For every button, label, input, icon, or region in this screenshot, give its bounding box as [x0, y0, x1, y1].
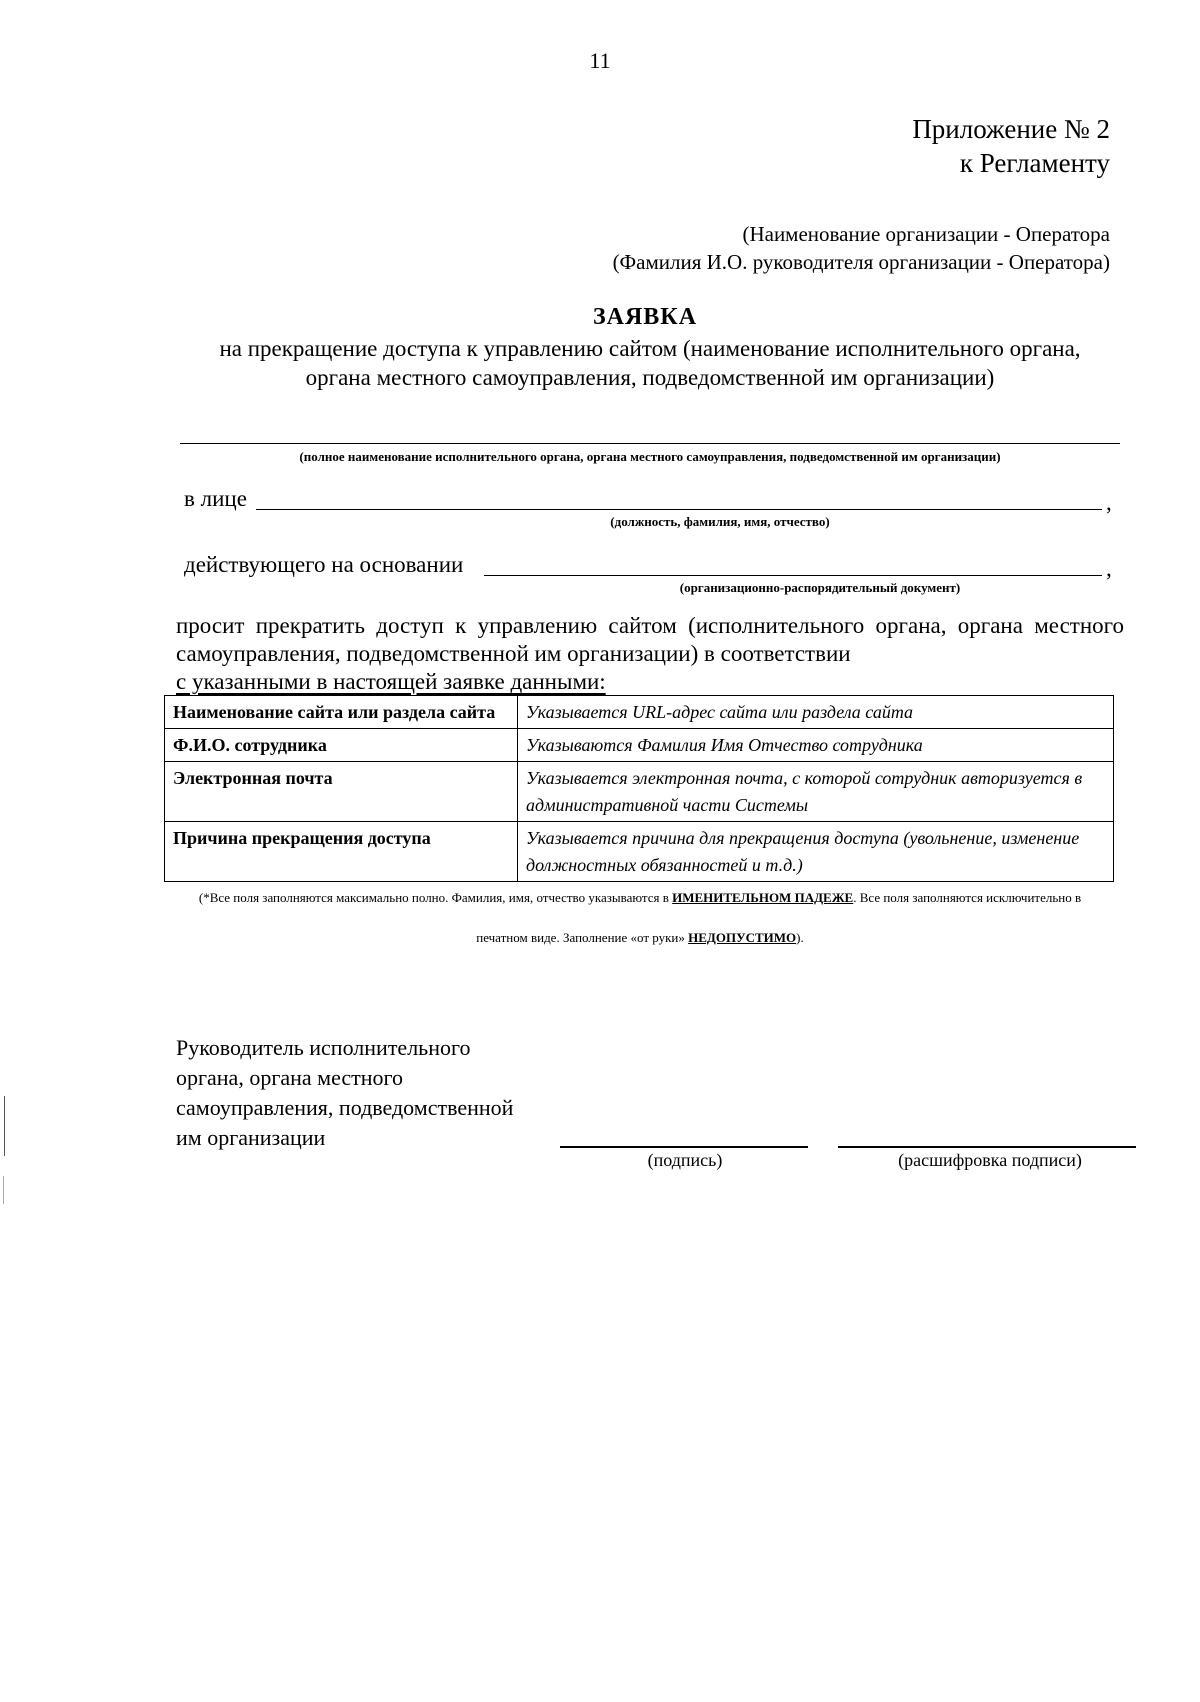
- table-row: [165, 696, 1114, 729]
- scan-artifact: [3, 1176, 4, 1204]
- appendix-title: Приложение № 2: [912, 114, 1110, 144]
- table-value-cell: Указывается электронная почта, с которой сотрудник авторизуется в административной части Системы: [518, 762, 1114, 822]
- signature-line: [560, 1146, 808, 1148]
- table-value-cell: Указывается причина для прекращения доступа (увольнение, изменение должностных обязанностей и т.д.): [518, 822, 1114, 882]
- signature-decode-line: [838, 1146, 1136, 1148]
- note-emphasis-nominative: ИМЕНИТЕЛЬНОМ ПАДЕЖЕ: [672, 890, 854, 905]
- table-key-cell: Ф.И.О. сотрудника: [165, 729, 518, 762]
- appendix-reference: к Регламенту: [959, 148, 1110, 178]
- basis-line: [484, 575, 1102, 576]
- table-row: [165, 729, 1114, 762]
- appendix-header: [912, 112, 1110, 180]
- signatory-line-3: самоуправления, подведомственной: [176, 1095, 514, 1120]
- scan-artifact: [4, 1096, 5, 1156]
- org-name-caption: (полное наименование исполнительного органа, органа местного самоуправления, подведомственной им организации): [299, 449, 1001, 464]
- signature-decode-caption: (расшифровка подписи): [898, 1150, 1082, 1170]
- person-label: в лице: [184, 486, 247, 511]
- subtitle-line-1: на прекращение доступа к управлению сайтом (наименование исполнительного органа,: [219, 336, 1081, 361]
- request-data-table: [164, 695, 1114, 882]
- signatory-block: [176, 1033, 513, 1153]
- note-emphasis-forbidden: НЕДОПУСТИМО: [688, 930, 797, 945]
- table-value-cell: Указываются Фамилия Имя Отчество сотрудника: [518, 729, 1114, 762]
- basis-label: действующего на основании: [184, 552, 464, 577]
- person-comma: ,: [1106, 490, 1112, 515]
- fill-instructions-note: [190, 878, 1090, 958]
- note-text-1: (*Все поля заполняются максимально полно. Фамилия, имя, отчество указываются в: [198, 890, 673, 905]
- operator-head: (Фамилия И.О. руководителя организации - Оператора): [612, 250, 1110, 274]
- request-text-last: с указанными в настоящей заявке данными:: [176, 669, 606, 694]
- table-key-cell: Причина прекращения доступа: [165, 822, 518, 882]
- signatory-line-4: им организации: [176, 1125, 326, 1150]
- note-text-2: . Все поля заполняются исключительно в печатном виде. Заполнение «от руки»: [476, 890, 1082, 945]
- basis-caption: (организационно-распорядительный документ): [679, 580, 961, 595]
- table-key-cell: Электронная почта: [165, 762, 518, 822]
- request-text: [176, 612, 1124, 696]
- document-subtitle: [170, 334, 1130, 392]
- table-key-cell: Наименование сайта или раздела сайта: [165, 696, 518, 729]
- signatory-line-2: органа, органа местного: [176, 1065, 404, 1090]
- table-row: [165, 762, 1114, 822]
- table-value-cell: Указывается URL-адрес сайта или раздела сайта: [518, 696, 1114, 729]
- operator-name: (Наименование организации - Оператора: [742, 222, 1110, 246]
- person-caption: (должность, фамилия, имя, отчество): [610, 514, 830, 529]
- note-text-3: ).: [796, 930, 804, 945]
- person-line: [256, 509, 1102, 510]
- org-name-line: [180, 443, 1120, 444]
- document-title: ЗАЯВКА: [592, 304, 698, 330]
- basis-comma: ,: [1106, 556, 1112, 581]
- subtitle-line-2: органа местного самоуправления, подведомственной им организации): [305, 365, 995, 390]
- signatory-line-1: Руководитель исполнительного: [176, 1035, 471, 1060]
- table-row: [165, 822, 1114, 882]
- signature-caption: (подпись): [647, 1150, 723, 1170]
- operator-block: [613, 220, 1110, 276]
- page-number: 11: [589, 48, 611, 73]
- request-text-main: просит прекратить доступ к управлению сайтом (исполнительного органа, органа местного самоуправления, подведомственной им организации) в соответствии: [176, 613, 1124, 666]
